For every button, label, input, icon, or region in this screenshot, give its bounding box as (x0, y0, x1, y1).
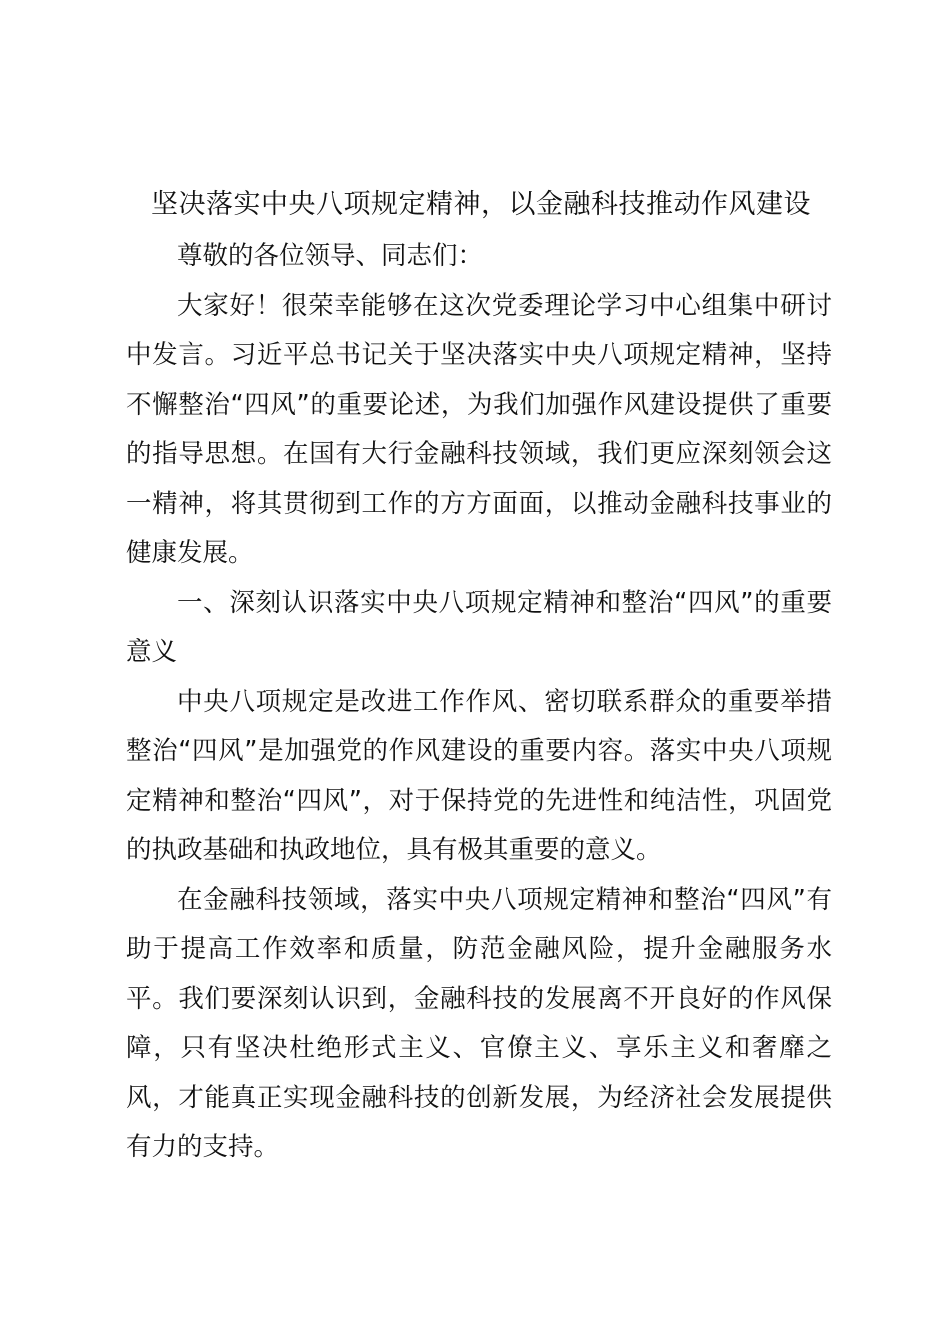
section-heading: 一、深刻认识落实中央八项规定精神和整治“四风”的重要意义 (126, 587, 832, 667)
document-body (126, 232, 832, 1173)
paragraph-opening: 大家好！很荣幸能够在这次党委理论学习中心组集中研讨中发言。习近平总书记关于坚决落实中央八项规定精神，坚持不懈整治“四风”的重要论述，为我们加强作风建设提供了重要的指导思想。在国有大行金融科技领域，我们更应深刻领会这一精神，将其贯彻到工作的方方面面，以推动金融科技事业的健康发展。 (126, 290, 832, 568)
paragraph-fintech: 在金融科技领域，落实中央八项规定精神和整治“四风”有助于提高工作效率和质量，防范金融风险，提升金融服务水平。我们要深刻认识到，金融科技的发展离不开良好的作风保障，只有坚决杜绝形式主义、官僚主义、享乐主义和奢靡之风，才能真正实现金融科技的创新发展，为经济社会发展提供有力的支持。 (126, 884, 832, 1162)
paragraph-salutation: 尊敬的各位领导、同志们： (177, 241, 484, 271)
paragraph-significance: 中央八项规定是改进工作作风、密切联系群众的重要举措整治“四风”是加强党的作风建设的重要内容。落实中央八项规定精神和整治“四风”，对于保持党的先进性和纯洁性，巩固党的执政基础和执政地位，具有极其重要的意义。 (126, 686, 832, 865)
document-title: 坚决落实中央八项规定精神，以金融科技推动作风建设 (151, 189, 811, 220)
